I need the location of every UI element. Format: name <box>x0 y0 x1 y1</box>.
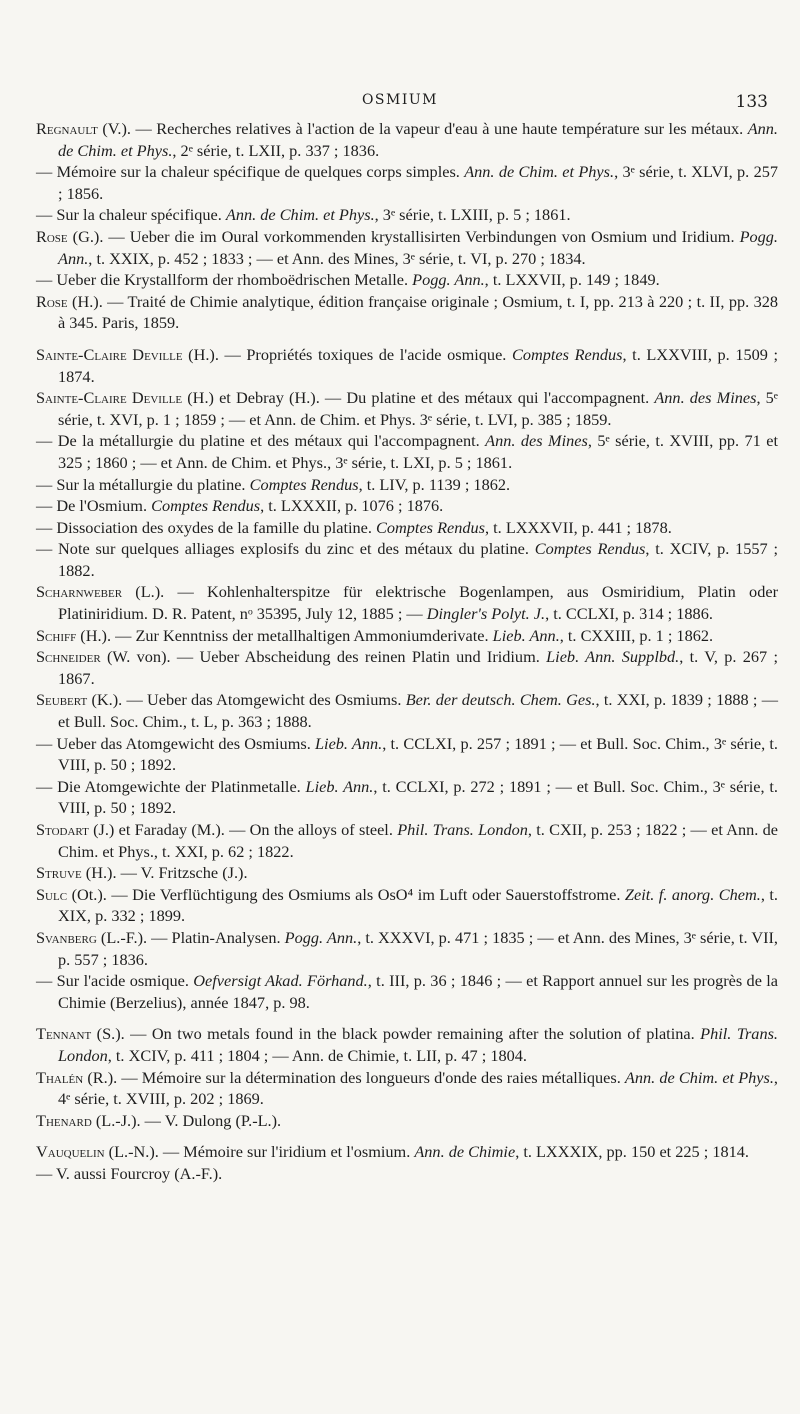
entry-journal: Phil. Trans. London <box>397 820 528 839</box>
entry-text: (J.) et Faraday (M.). — On the alloys of steel. <box>88 820 398 839</box>
entry-journal: Pogg. Ann. <box>58 226 778 268</box>
entry-journal: Ann. des Mines <box>485 431 588 451</box>
bibliography-entry <box>36 1141 778 1163</box>
entry-journal: Comptes Rendus <box>249 474 359 494</box>
entry-text: (L.). — Kohlenhalterspitze für elektrische Bogenlampen, aus Osmiridium, Platin oder Platiniridium. D. R. Patent, nᵒ 35395, July 12, 1885 ; — <box>58 582 778 624</box>
entry-author: Sulc <box>36 884 68 904</box>
entry-text: — De l'Osmium. <box>36 496 152 516</box>
entry-reference: , t. LXXXIX, pp. 150 et 225 ; 1814. <box>515 1142 749 1162</box>
entry-author: Scharnweber <box>36 582 123 602</box>
entry-text: (H.) et Debray (H.). — Du platine et des métaux qui l'accompagnent. <box>182 388 655 408</box>
entry-author: Regnault <box>36 119 98 138</box>
entry-text: — Sur la chaleur spécifique. <box>36 205 226 225</box>
bibliography-entry <box>36 970 778 1013</box>
entry-text: (R.). — Mémoire sur la détermination des longueurs d'onde des raies métalliques. <box>83 1067 625 1087</box>
entry-reference: , 4ᵉ série, t. XVIII, p. 202 ; 1869. <box>58 1067 778 1109</box>
entry-reference: , t. CCLXI, p. 314 ; 1886. <box>545 604 713 624</box>
entry-journal: Ber. der deutsch. Chem. Ges. <box>405 690 596 710</box>
entry-reference: , t. III, p. 36 ; 1846 ; — et Rapport annuel sur les progrès de la Chimie (Berzelius), année 1847, p. 98. <box>58 971 778 1012</box>
bibliography-entry <box>36 776 778 819</box>
entry-journal: Comptes Rendus <box>511 344 623 364</box>
bibliography-entry <box>36 387 778 430</box>
bibliography-entry <box>36 733 778 776</box>
bibliography-entry <box>36 344 778 387</box>
entry-journal: Lieb. Ann. Supplbd. <box>546 647 680 667</box>
entry-journal: Ann. de Chimie <box>414 1142 516 1162</box>
entry-text: — Die Atomgewichte der Platinmetalle. <box>36 776 306 796</box>
entry-author: Vauquelin <box>36 1142 105 1162</box>
bibliography-entry <box>36 517 778 539</box>
entry-journal: Comptes Rendus <box>151 496 261 516</box>
entry-reference: , t. CXII, p. 253 ; 1822 ; — et Ann. de Chim. et Phys., t. XXI, p. 62 ; 1822. <box>58 820 778 861</box>
entry-author: Struve <box>36 863 82 883</box>
entry-author: Rose <box>36 226 68 246</box>
bibliography-entry <box>36 430 778 473</box>
bibliography-entry <box>36 819 778 862</box>
entry-text: (V.). — Recherches relatives à l'action de la vapeur d'eau à une haute température sur les métaux. <box>97 119 748 138</box>
bibliography-entry <box>36 1110 778 1132</box>
bibliography-entry <box>36 1067 778 1110</box>
bibliography-entry <box>36 689 778 732</box>
entry-reference: , 5ᵉ série, t. XVI, p. 1 ; 1859 ; — et Ann. de Chim. et Phys. 3ᵉ série, t. LVI, p. 385 ; 1859. <box>58 388 778 429</box>
bibliography-entry <box>36 862 778 884</box>
entry-reference: , t. LIV, p. 1139 ; 1862. <box>358 474 511 494</box>
bibliography-entry <box>36 1163 778 1185</box>
entry-author: Svanberg <box>36 927 97 947</box>
bibliography-entry <box>36 291 778 334</box>
bibliography-entry <box>36 1023 778 1066</box>
bibliography-entry <box>36 884 778 927</box>
running-head <box>0 92 800 116</box>
bibliography-entry <box>36 204 778 226</box>
entry-text: (L.-N.). — Mémoire sur l'iridium et l'osmium. <box>104 1142 415 1162</box>
entry-reference: , 3ᵉ série, t. LXIII, p. 5 ; 1861. <box>374 205 571 225</box>
entry-author: Stodart <box>36 820 89 839</box>
entry-reference: , t. LXXVIII, p. 1509 ; 1874. <box>58 344 779 386</box>
entry-text: (S.). — On two metals found in the black powder remaining after the solution of platina. <box>91 1024 701 1044</box>
bibliography-entry <box>36 646 778 689</box>
bibliography-entry <box>36 927 778 970</box>
bibliography-entry <box>36 226 778 269</box>
entry-reference: , 2ᵉ série, t. LXII, p. 337 ; 1836. <box>172 140 380 160</box>
entry-author: Tennant <box>36 1024 92 1044</box>
bibliography-entry <box>36 269 778 291</box>
entry-text: — Mémoire sur la chaleur spécifique de quelques corps simples. <box>36 162 465 182</box>
entry-text: — Sur l'acide osmique. <box>36 971 194 991</box>
running-title: OSMIUM <box>361 92 439 108</box>
entry-journal: Ann. de Chim. et Phys. <box>58 119 778 160</box>
entry-journal: Ann. de Chim. et Phys. <box>225 205 375 225</box>
entry-text: — Note sur quelques alliages explosifs du zinc et des métaux du platine. <box>36 539 535 559</box>
page-number: 133 <box>735 92 768 112</box>
entry-text: (H.). — Zur Kenntniss der metallhaltigen Ammoniumderivate. <box>76 625 493 645</box>
entry-reference: , t. XXIX, p. 452 ; 1833 ; — et Ann. des Mines, 3ᵉ série, t. VI, p. 270 ; 1834. <box>88 248 586 268</box>
entry-journal: Comptes Rendus <box>376 517 486 537</box>
bibliography-entry <box>36 495 778 517</box>
entry-text: — Sur la métallurgie du platine. <box>36 474 250 494</box>
entry-author: Sainte-Claire Deville <box>36 388 183 408</box>
bibliography-entry <box>36 118 778 161</box>
entry-text: — De la métallurgie du platine et des métaux qui l'accompagnent. <box>36 431 486 451</box>
entry-text: (G.). — Ueber die im Oural vorkommenden krystallisirten Verbindungen von Osmium und Iridium. <box>67 226 740 246</box>
entry-text: (H.). — Propriétés toxiques de l'acide osmique. <box>182 344 512 364</box>
entry-journal: Lieb. Ann. <box>492 625 560 645</box>
entry-text: — Dissociation des oxydes de la famille du platine. <box>36 517 377 537</box>
entry-text: (L.-J.). — V. Dulong (P.-L.). <box>91 1110 282 1130</box>
entry-reference: , t. CCLXI, p. 257 ; 1891 ; — et Bull. Soc. Chim., 3ᵉ série, t. VIII, p. 50 ; 1892. <box>58 733 778 775</box>
bibliography-entry <box>36 538 778 581</box>
entry-reference: , t. XXXVI, p. 471 ; 1835 ; — et Ann. des Mines, 3ᵉ série, t. VII, p. 557 ; 1836. <box>58 927 778 969</box>
entry-text: — Ueber die Krystallform der rhomboëdrischen Metalle. <box>36 270 413 290</box>
entry-reference: , 3ᵉ série, t. XLVI, p. 257 ; 1856. <box>58 162 779 203</box>
entry-author: Schiff <box>36 625 77 645</box>
entry-journal: Zeit. f. anorg. Chem. <box>624 884 761 904</box>
entry-reference: , 5ᵉ série, t. XVIII, pp. 71 et 325 ; 1860 ; — et Ann. de Chim. et Phys., 3ᵉ série, t. LXI, p. 5 ; 1861. <box>58 431 779 472</box>
entry-author: Thenard <box>36 1110 92 1130</box>
entry-journal: Pogg. Ann. <box>412 270 485 290</box>
entry-journal: Ann. des Mines <box>654 388 757 408</box>
entry-text: (H.). — V. Fritzsche (J.). <box>81 863 248 883</box>
entry-journal: Ann. de Chim. et Phys. <box>464 162 615 182</box>
bibliography-entry <box>36 474 778 496</box>
entry-reference: , t. XIX, p. 332 ; 1899. <box>58 884 778 926</box>
entry-author: Seubert <box>36 690 88 710</box>
entry-author: Thalén <box>36 1067 84 1087</box>
entry-reference: , t. CXXIII, p. 1 ; 1862. <box>559 625 714 645</box>
entry-journal: Phil. Trans. London <box>58 1024 778 1065</box>
entry-journal: Ann. de Chim. et Phys. <box>624 1067 774 1087</box>
entry-text: (L.-F.). — Platin-Analysen. <box>96 927 285 947</box>
entry-text: — V. aussi Fourcroy (A.-F.). <box>36 1163 223 1183</box>
entry-text: (H.). — Traité de Chimie analytique, édition française originale ; Osmium, t. I, pp. 213 à 220 ; t. II, pp. 328 à 345. Paris, 1859. <box>58 291 778 333</box>
entry-author: Schneider <box>36 647 101 667</box>
entry-journal: Comptes Rendus <box>534 539 646 559</box>
entry-reference: , t. V, p. 267 ; 1867. <box>58 647 778 688</box>
entry-text: (W. von). — Ueber Abscheidung des reinen Platin und Iridium. <box>100 647 547 667</box>
entry-reference: , t. CCLXI, p. 272 ; 1891 ; — et Bull. Soc. Chim., 3ᵉ série, t. VIII, p. 50 ; 1892. <box>58 776 778 818</box>
entry-journal: Oefversigt Akad. Förhand. <box>193 971 368 991</box>
entry-text: — Ueber das Atomgewicht des Osmiums. <box>36 733 315 753</box>
entry-reference: , t. XCIV, p. 411 ; 1804 ; — Ann. de Chimie, t. LII, p. 47 ; 1804. <box>107 1045 527 1065</box>
entry-text: (K.). — Ueber das Atomgewicht des Osmiums. <box>87 690 406 710</box>
entry-author: Rose <box>36 291 68 311</box>
entry-reference: , t. XXI, p. 1839 ; 1888 ; — et Bull. Soc. Chim., t. L, p. 363 ; 1888. <box>58 690 778 732</box>
entry-text: (Ot.). — Die Verflüchtigung des Osmiums als OsO⁴ im Luft oder Sauerstoffstrome. <box>67 884 625 904</box>
bibliography-entry <box>36 581 778 624</box>
entry-author: Sainte-Claire Deville <box>36 344 183 364</box>
entry-journal: Lieb. Ann. <box>305 776 374 796</box>
bibliography-entry <box>36 161 778 204</box>
entry-reference: , t. XCIV, p. 1557 ; 1882. <box>58 539 778 580</box>
entry-journal: Pogg. Ann. <box>284 927 358 947</box>
bibliography-entry <box>36 625 778 647</box>
bibliography-list <box>36 118 778 1185</box>
entry-reference: , t. LXXXII, p. 1076 ; 1876. <box>260 496 444 516</box>
entry-journal: Lieb. Ann. <box>314 733 383 753</box>
entry-reference: , t. LXXXVII, p. 441 ; 1878. <box>485 517 672 537</box>
entry-journal: Dingler's Polyt. J. <box>426 604 546 624</box>
entry-reference: , t. LXXVII, p. 149 ; 1849. <box>484 270 660 290</box>
